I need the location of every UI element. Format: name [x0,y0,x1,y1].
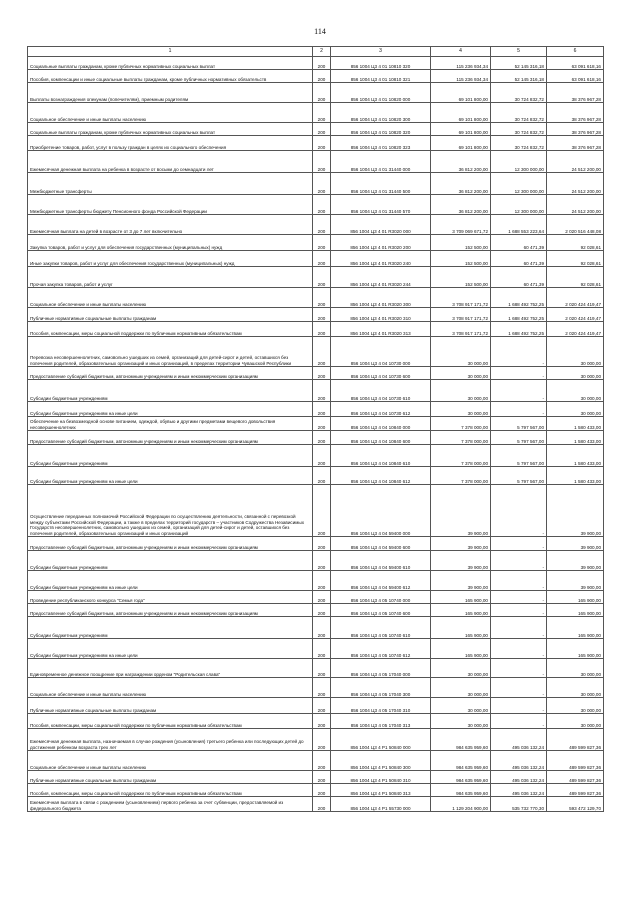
row-name: Межбюджетные трансферты [28,173,313,195]
row-budget-code: 856 1004 Ц3 4 P1 50840 313 [331,784,431,797]
row-code: 200 [313,571,331,591]
row-value-executed: 12 300 000,00 [491,173,547,195]
row-budget-code: 856 1004 Ц3 4 01 10810 320 [331,57,431,70]
table-row [28,251,604,267]
table-row [28,537,604,551]
row-value-approved: 39 900,00 [431,551,491,571]
row-value-remaining: 2 020 424 419,47 [547,308,604,322]
row-budget-code: 856 1004 Ц3 4 05 17040 300 [331,678,431,698]
row-value-approved: 7 378 000,00 [431,445,491,467]
table-row [28,698,604,714]
table-row [28,445,604,467]
row-value-executed: - [491,551,547,571]
table-row [28,322,604,337]
table-row [28,70,604,83]
row-code: 200 [313,337,331,367]
row-value-approved: 165 900,00 [431,639,491,659]
row-value-remaining: 39 900,00 [547,485,604,537]
row-value-approved: 7 378 000,00 [431,431,491,445]
row-value-executed: 60 471,39 [491,251,547,267]
row-name: Субсидии бюджетным учреждениям [28,617,313,639]
row-value-approved: 36 812 200,00 [431,173,491,195]
table-row [28,57,604,70]
row-value-approved: 3 708 917 171,72 [431,322,491,337]
row-name: Иные закупки товаров, работ и услуг для обеспечения государственных (муниципальных) нужд [28,251,313,267]
row-value-approved: 1 129 204 900,00 [431,797,491,812]
row-value-approved: 30 000,00 [431,698,491,714]
row-budget-code: 856 1004 Ц3 4 01 10820 323 [331,136,431,151]
row-name: Субсидии бюджетным учреждениям на иные цели [28,571,313,591]
row-value-executed: 30 724 832,72 [491,136,547,151]
row-value-approved: 36 812 200,00 [431,151,491,173]
row-value-approved: 115 236 934,34 [431,57,491,70]
budget-table [27,46,604,812]
row-code: 200 [313,103,331,123]
row-value-approved: 69 101 800,00 [431,136,491,151]
row-value-remaining: 489 599 827,36 [547,771,604,784]
row-name: Публичные нормативные социальные выплаты гражданам [28,308,313,322]
row-value-executed: 12 300 000,00 [491,151,547,173]
row-name: Осуществление переданных полномочий Российской Федерации по осуществлению деятельности, связанной с перевозкой между субъектами Российской Федерации, а также в пределах территорий государств – участников Содружества Независимых Государств несовершеннолетних, самовольно ушедших из семей, организаций для детей-сирот и детей, оставшихся без попечения родителей, образовательных организаций и иных организаций [28,485,313,537]
row-code: 200 [313,659,331,678]
row-code: 200 [313,235,331,251]
row-value-remaining: 38 376 967,28 [547,83,604,103]
row-value-remaining: 489 599 827,36 [547,729,604,751]
row-value-remaining: 1 580 433,00 [547,467,604,485]
row-value-approved: 39 900,00 [431,537,491,551]
row-value-executed: - [491,714,547,729]
row-value-approved: 3 708 917 171,72 [431,308,491,322]
row-budget-code: 856 1004 Ц3 4 04 10730 000 [331,337,431,367]
column-header: 1 [28,47,313,57]
row-budget-code: 856 1004 Ц3 4 05 10740 612 [331,639,431,659]
row-budget-code: 856 1004 Ц3 4 01 10820 320 [331,123,431,136]
row-code: 200 [313,322,331,337]
row-value-executed: 1 688 492 752,25 [491,322,547,337]
column-header: 5 [491,47,547,57]
row-value-remaining: 30 000,00 [547,367,604,380]
row-budget-code: 856 1004 Ц3 4 01 R3020 310 [331,308,431,322]
row-budget-code: 856 1004 Ц3 4 04 59400 600 [331,537,431,551]
row-budget-code: 856 1004 Ц3 4 04 59400 612 [331,571,431,591]
table-row [28,195,604,215]
row-value-remaining: 1 580 433,00 [547,417,604,431]
table-row [28,485,604,537]
row-code: 200 [313,267,331,288]
row-value-approved: 39 900,00 [431,571,491,591]
row-value-remaining: 30 000,00 [547,337,604,367]
row-value-remaining: 30 000,00 [547,380,604,402]
row-value-remaining: 165 900,00 [547,617,604,639]
row-code: 200 [313,714,331,729]
row-value-remaining: 92 028,61 [547,251,604,267]
row-value-approved: 984 635 959,60 [431,751,491,771]
row-value-approved: 30 000,00 [431,678,491,698]
row-budget-code: 856 1004 Ц3 4 05 17040 310 [331,698,431,714]
row-value-approved: 165 900,00 [431,591,491,604]
row-code: 200 [313,537,331,551]
row-budget-code: 856 1004 Ц3 4 01 10820 300 [331,103,431,123]
row-budget-code: 856 1004 Ц3 4 05 10740 600 [331,604,431,617]
row-value-remaining: 63 091 618,16 [547,70,604,83]
row-value-executed: 535 732 770,30 [491,797,547,812]
row-code: 200 [313,367,331,380]
row-name: Социальное обеспечение и иные выплаты населению [28,103,313,123]
row-name: Перевозка несовершеннолетних, самовольно ушедших из семей, организаций для детей-сирот и детей, оставшихся без попечения родителей, образовательных организаций и иных организаций, в пределах территории Чувашской Республики [28,337,313,367]
row-value-approved: 30 000,00 [431,367,491,380]
row-value-remaining: 38 376 967,28 [547,136,604,151]
row-value-remaining: 38 376 967,28 [547,123,604,136]
row-value-executed: - [491,367,547,380]
row-name: Ежемесячная выплата в связи с рождением (усыновлением) первого ребенка за счет субвенции, предоставляемой из федерального бюджета [28,797,313,812]
row-value-remaining: 92 028,61 [547,235,604,251]
row-name: Предоставление субсидий бюджетным, автономным учреждениям и иным некоммерческим организациям [28,367,313,380]
row-name: Предоставление субсидий бюджетным, автономным учреждениям и иным некоммерческим организациям [28,431,313,445]
row-code: 200 [313,215,331,235]
table-row [28,103,604,123]
row-value-approved: 984 635 959,60 [431,771,491,784]
row-value-approved: 165 900,00 [431,617,491,639]
row-value-executed: - [491,604,547,617]
row-budget-code: 856 1004 Ц3 4 01 31440 000 [331,151,431,173]
row-value-approved: 36 812 200,00 [431,195,491,215]
row-code: 200 [313,308,331,322]
row-value-remaining: 63 091 618,16 [547,57,604,70]
row-name: Единовременное денежное поощрение при награждении орденом "Родительская слава" [28,659,313,678]
row-value-remaining: 30 000,00 [547,678,604,698]
row-value-remaining: 24 512 200,00 [547,173,604,195]
row-code: 200 [313,123,331,136]
row-name: Предоставление субсидий бюджетным, автономным учреждениям и иным некоммерческим организациям [28,537,313,551]
row-value-executed: 52 145 316,18 [491,57,547,70]
row-budget-code: 856 1004 Ц3 4 01 R3020 000 [331,215,431,235]
row-budget-code: 856 1004 Ц3 4 P1 50840 000 [331,729,431,751]
row-budget-code: 856 1004 Ц3 4 05 10740 000 [331,591,431,604]
table-row [28,431,604,445]
row-name: Субсидии бюджетным учреждениям [28,551,313,571]
row-value-approved: 152 500,00 [431,235,491,251]
row-value-executed: 495 036 132,24 [491,784,547,797]
row-name: Субсидии бюджетным учреждениям [28,380,313,402]
row-code: 200 [313,431,331,445]
row-name: Предоставление субсидий бюджетным, автономным учреждениям и иным некоммерческим организациям [28,604,313,617]
table-row [28,367,604,380]
row-value-remaining: 39 900,00 [547,537,604,551]
row-value-remaining: 39 900,00 [547,571,604,591]
row-value-remaining: 30 000,00 [547,714,604,729]
row-code: 200 [313,151,331,173]
row-code: 200 [313,83,331,103]
table-row [28,604,604,617]
row-name: Субсидии бюджетным учреждениям на иные цели [28,467,313,485]
row-name: Пособия, компенсации, меры социальной поддержки по публичным нормативным обязательствам [28,714,313,729]
row-value-approved: 69 101 800,00 [431,83,491,103]
row-name: Публичные нормативные социальные выплаты гражданам [28,698,313,714]
row-code: 200 [313,57,331,70]
row-value-approved: 7 378 000,00 [431,417,491,431]
row-budget-code: 856 1004 Ц3 4 04 10840 000 [331,417,431,431]
row-budget-code: 856 1004 Ц3 4 P1 50840 310 [331,771,431,784]
row-value-approved: 30 000,00 [431,402,491,417]
row-code: 200 [313,467,331,485]
row-value-executed: - [491,698,547,714]
table-row [28,337,604,367]
table-row [28,714,604,729]
row-value-approved: 39 900,00 [431,485,491,537]
row-code: 200 [313,771,331,784]
row-value-remaining: 39 900,00 [547,551,604,571]
row-value-approved: 7 378 000,00 [431,467,491,485]
row-value-executed: 495 036 132,24 [491,771,547,784]
row-name: Межбюджетные трансферты бюджету Пенсионного фонда Российской Федерации [28,195,313,215]
table-row [28,771,604,784]
row-value-remaining: 2 020 516 448,08 [547,215,604,235]
table-row [28,659,604,678]
row-code: 200 [313,729,331,751]
table-row [28,173,604,195]
row-value-executed: - [491,639,547,659]
row-name: Пособия, компенсации и иные социальные выплаты гражданам, кроме публичных нормативных обязательств [28,70,313,83]
row-name: Ежемесячная денежная выплата на ребенка в возрасте от восьми до семнадцати лет [28,151,313,173]
row-value-executed: 1 688 492 752,25 [491,288,547,308]
table-row [28,751,604,771]
row-budget-code: 856 1004 Ц3 4 01 31440 500 [331,173,431,195]
row-value-remaining: 30 000,00 [547,698,604,714]
row-value-approved: 69 101 800,00 [431,123,491,136]
row-value-executed: - [491,380,547,402]
row-name: Прочая закупка товаров, работ и услуг [28,267,313,288]
row-value-approved: 984 635 959,60 [431,784,491,797]
row-code: 200 [313,751,331,771]
row-value-approved: 30 000,00 [431,659,491,678]
row-code: 200 [313,784,331,797]
table-row [28,235,604,251]
column-header: 2 [313,47,331,57]
row-value-executed: 1 688 492 752,25 [491,308,547,322]
row-budget-code: 856 1004 Ц3 4 05 17040 000 [331,659,431,678]
row-code: 200 [313,678,331,698]
row-value-executed: - [491,337,547,367]
row-budget-code: 856 1004 Ц3 4 05 10740 610 [331,617,431,639]
column-header: 4 [431,47,491,57]
row-code: 200 [313,417,331,431]
row-code: 200 [313,485,331,537]
table-row [28,123,604,136]
row-budget-code: 856 1004 Ц3 4 01 R3020 300 [331,288,431,308]
row-budget-code: 856 1004 Ц3 4 04 10730 600 [331,367,431,380]
row-value-executed: 30 724 832,72 [491,123,547,136]
row-name: Субсидии бюджетным учреждениям на иные цели [28,639,313,659]
row-code: 200 [313,251,331,267]
row-value-remaining: 165 900,00 [547,639,604,659]
row-name: Закупка товаров, работ и услуг для обеспечения государственных (муниципальных) нужд [28,235,313,251]
row-name: Выплаты вознаграждения опекунам (попечителям), приемным родителям [28,83,313,103]
table-row [28,308,604,322]
row-value-approved: 30 000,00 [431,337,491,367]
table-row [28,267,604,288]
row-value-executed: 5 797 567,00 [491,445,547,467]
row-value-executed: - [491,402,547,417]
row-value-remaining: 38 376 967,28 [547,103,604,123]
row-value-executed: 5 797 567,00 [491,417,547,431]
row-code: 200 [313,604,331,617]
row-value-executed: - [491,617,547,639]
row-code: 200 [313,288,331,308]
table-row [28,215,604,235]
row-value-executed: - [491,591,547,604]
row-value-remaining: 92 028,61 [547,267,604,288]
row-name: Социальное обеспечение и иные выплаты населению [28,751,313,771]
row-value-executed: 60 471,39 [491,267,547,288]
row-budget-code: 856 1004 Ц3 4 04 59400 610 [331,551,431,571]
row-budget-code: 856 1004 Ц3 4 01 31440 570 [331,195,431,215]
row-name: Проведение республиканского конкурса "Семья года" [28,591,313,604]
row-value-executed: - [491,678,547,698]
row-name: Социальные выплаты гражданам, кроме публичных нормативных социальных выплат [28,57,313,70]
table-row [28,136,604,151]
page-number: 114 [314,27,326,36]
table-header [28,47,604,57]
row-name: Приобретение товаров, работ, услуг в пользу граждан в целях их социального обеспечения [28,136,313,151]
row-budget-code: 856 1004 Ц3 4 P1 50840 300 [331,751,431,771]
row-value-executed: 5 797 567,00 [491,467,547,485]
row-value-approved: 152 500,00 [431,267,491,288]
row-value-remaining: 24 512 200,00 [547,151,604,173]
table-row [28,639,604,659]
row-budget-code: 856 1004 Ц3 4 04 10840 612 [331,467,431,485]
row-value-executed: 30 724 832,72 [491,103,547,123]
row-code: 200 [313,445,331,467]
table-row [28,402,604,417]
row-value-approved: 69 101 800,00 [431,103,491,123]
column-header: 6 [547,47,604,57]
row-budget-code: 856 1004 Ц3 4 04 10840 610 [331,445,431,467]
table-row [28,151,604,173]
row-budget-code: 856 1004 Ц3 4 04 10730 610 [331,380,431,402]
row-code: 200 [313,639,331,659]
row-budget-code: 856 1004 Ц3 4 01 10810 321 [331,70,431,83]
row-value-executed: 5 797 567,00 [491,431,547,445]
row-budget-code: 856 1004 Ц3 4 04 59400 000 [331,485,431,537]
row-name: Социальные выплаты гражданам, кроме публичных нормативных социальных выплат [28,123,313,136]
row-budget-code: 856 1004 Ц3 4 01 R3020 240 [331,251,431,267]
table-row [28,729,604,751]
row-code: 200 [313,402,331,417]
header-row [28,47,604,57]
table-row [28,784,604,797]
row-code: 200 [313,136,331,151]
table-row [28,380,604,402]
row-budget-code: 856 1004 Ц3 4 04 10840 600 [331,431,431,445]
row-value-remaining: 2 020 424 419,47 [547,322,604,337]
row-name: Пособия, компенсации, меры социальной поддержки по публичным нормативным обязательствам [28,322,313,337]
row-value-executed: 30 724 832,72 [491,83,547,103]
row-value-remaining: 1 580 433,00 [547,431,604,445]
row-code: 200 [313,195,331,215]
row-name: Публичные нормативные социальные выплаты гражданам [28,771,313,784]
row-name: Ежемесячная выплата на детей в возрасте от 3 до 7 лет включительно [28,215,313,235]
row-code: 200 [313,698,331,714]
row-value-remaining: 593 472 129,70 [547,797,604,812]
table-row [28,83,604,103]
row-value-remaining: 30 000,00 [547,402,604,417]
row-value-executed: 60 471,39 [491,235,547,251]
row-value-remaining: 489 599 827,36 [547,751,604,771]
row-value-approved: 3 708 917 171,72 [431,288,491,308]
row-value-approved: 115 236 934,34 [431,70,491,83]
row-budget-code: 856 1004 Ц3 4 01 R3020 244 [331,267,431,288]
row-value-remaining: 489 599 827,36 [547,784,604,797]
row-value-remaining: 165 900,00 [547,604,604,617]
row-code: 200 [313,173,331,195]
row-name: Обеспечение на безвозмездной основе питанием, одеждой, обувью и другими предметами вещевого довольствия несовершеннолетних [28,417,313,431]
column-header: 3 [331,47,431,57]
row-value-executed: - [491,485,547,537]
row-budget-code: 856 1004 Ц3 4 04 10730 612 [331,402,431,417]
table-row [28,551,604,571]
row-value-executed: - [491,571,547,591]
row-value-remaining: 165 900,00 [547,591,604,604]
row-budget-code: 856 1004 Ц3 4 P1 55730 000 [331,797,431,812]
row-value-remaining: 24 512 200,00 [547,195,604,215]
table-body [28,57,604,812]
row-name: Социальное обеспечение и иные выплаты населению [28,678,313,698]
row-code: 200 [313,591,331,604]
row-value-approved: 30 000,00 [431,714,491,729]
row-budget-code: 856 1004 Ц3 4 01 R3020 200 [331,235,431,251]
table-row [28,591,604,604]
row-value-approved: 165 900,00 [431,604,491,617]
row-budget-code: 856 1004 Ц3 4 01 R3020 313 [331,322,431,337]
table-row [28,417,604,431]
table-row [28,678,604,698]
table-row [28,288,604,308]
row-value-remaining: 2 020 424 419,47 [547,288,604,308]
row-budget-code: 856 1004 Ц3 4 05 17040 313 [331,714,431,729]
table-row [28,617,604,639]
row-name: Субсидии бюджетным учреждениям [28,445,313,467]
row-code: 200 [313,70,331,83]
row-code: 200 [313,380,331,402]
table-row [28,797,604,812]
row-budget-code: 856 1004 Ц3 4 01 10820 000 [331,83,431,103]
row-value-remaining: 30 000,00 [547,659,604,678]
row-name: Социальное обеспечение и иные выплаты населению [28,288,313,308]
row-name: Субсидии бюджетным учреждениям на иные цели [28,402,313,417]
table-row [28,571,604,591]
row-code: 200 [313,617,331,639]
row-name: Ежемесячная денежная выплата, назначаемая в случае рождения (усыновления) третьего ребенка или последующих детей до достижения ребенком возраста трех лет [28,729,313,751]
row-name: Пособия, компенсации, меры социальной поддержки по публичным нормативным обязательствам [28,784,313,797]
table-row [28,467,604,485]
row-value-approved: 3 709 069 671,72 [431,215,491,235]
row-value-approved: 984 635 959,60 [431,729,491,751]
row-value-executed: - [491,659,547,678]
row-value-executed: - [491,537,547,551]
row-code: 200 [313,551,331,571]
row-value-executed: 495 036 132,24 [491,729,547,751]
row-value-executed: 12 300 000,00 [491,195,547,215]
row-value-approved: 30 000,00 [431,380,491,402]
row-value-approved: 152 500,00 [431,251,491,267]
row-value-remaining: 1 580 433,00 [547,445,604,467]
row-code: 200 [313,797,331,812]
row-value-executed: 52 145 316,18 [491,70,547,83]
row-value-executed: 1 688 553 223,64 [491,215,547,235]
row-value-executed: 495 036 132,24 [491,751,547,771]
